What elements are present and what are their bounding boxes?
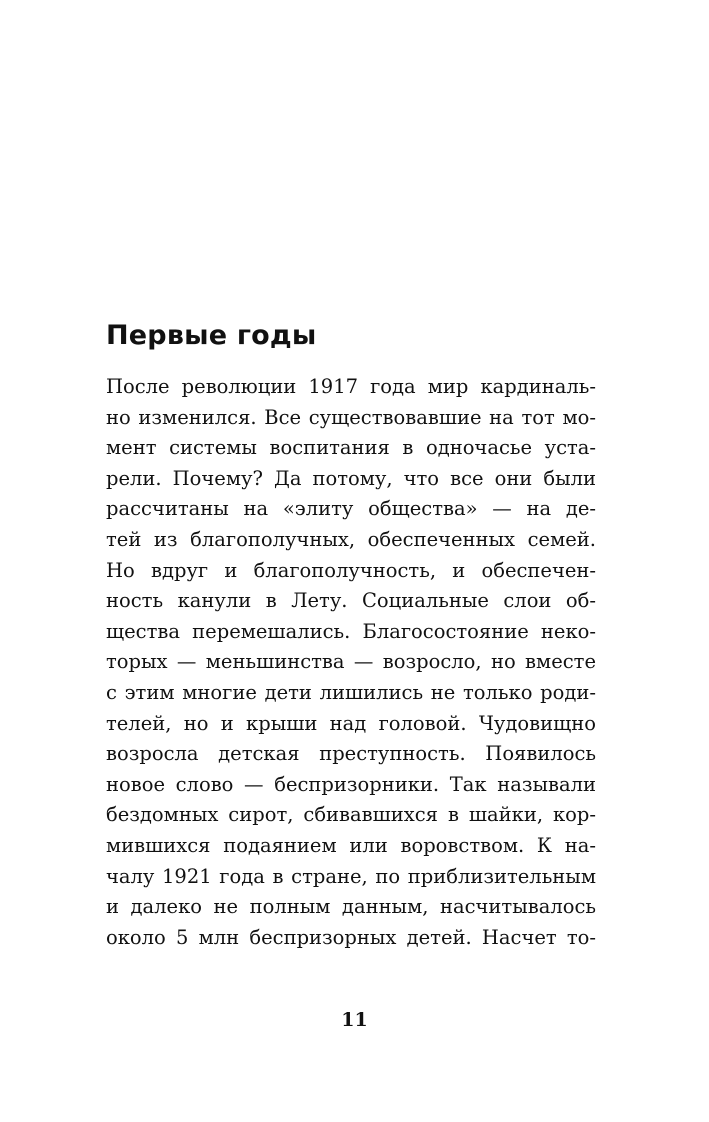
text-line: Но вдруг и благополучность, и обеспечен- (106, 558, 596, 582)
text-line: щества перемешались. Благосостояние неко- (106, 619, 596, 643)
text-line: чалу 1921 года в стране, по приблизительным (106, 864, 596, 888)
text-line: телей, но и крыши над головой. Чудовищно (106, 711, 596, 735)
text-line: около 5 млн беспризорных детей. Насчет то- (106, 925, 596, 949)
body-text (106, 372, 596, 953)
text-line: рели. Почему? Да потому, что все они были (106, 466, 596, 490)
text-line: но изменился. Все существовавшие на тот мо- (106, 405, 596, 429)
text-line: После революции 1917 года мир кардиналь- (106, 375, 596, 398)
text-line: мившихся подаянием или воровством. К на- (106, 833, 596, 857)
text-line: рассчитаны на «элиту общества» — на де- (106, 497, 596, 521)
text-line: торых — меньшинства — возросло, но вместе (106, 650, 596, 674)
text-line: бездомных сирот, сбивавшихся в шайки, кор- (106, 803, 596, 827)
text-line: ность канули в Лету. Социальные слои об- (106, 589, 596, 613)
page-number: 11 (341, 1009, 368, 1031)
text-line: новое слово — беспризорники. Так называли (106, 772, 596, 796)
text-line: тей из благополучных, обеспеченных семей. (106, 527, 596, 551)
text-line: мент системы воспитания в одночасье уста- (106, 436, 596, 460)
chapter-title: Первые годы (106, 320, 317, 351)
text-line: с этим многие дети лишились не только роди- (106, 680, 596, 704)
text-line: возросла детская преступность. Появилось (106, 742, 596, 766)
text-line: и далеко не полным данным, насчитывалось (106, 895, 596, 919)
